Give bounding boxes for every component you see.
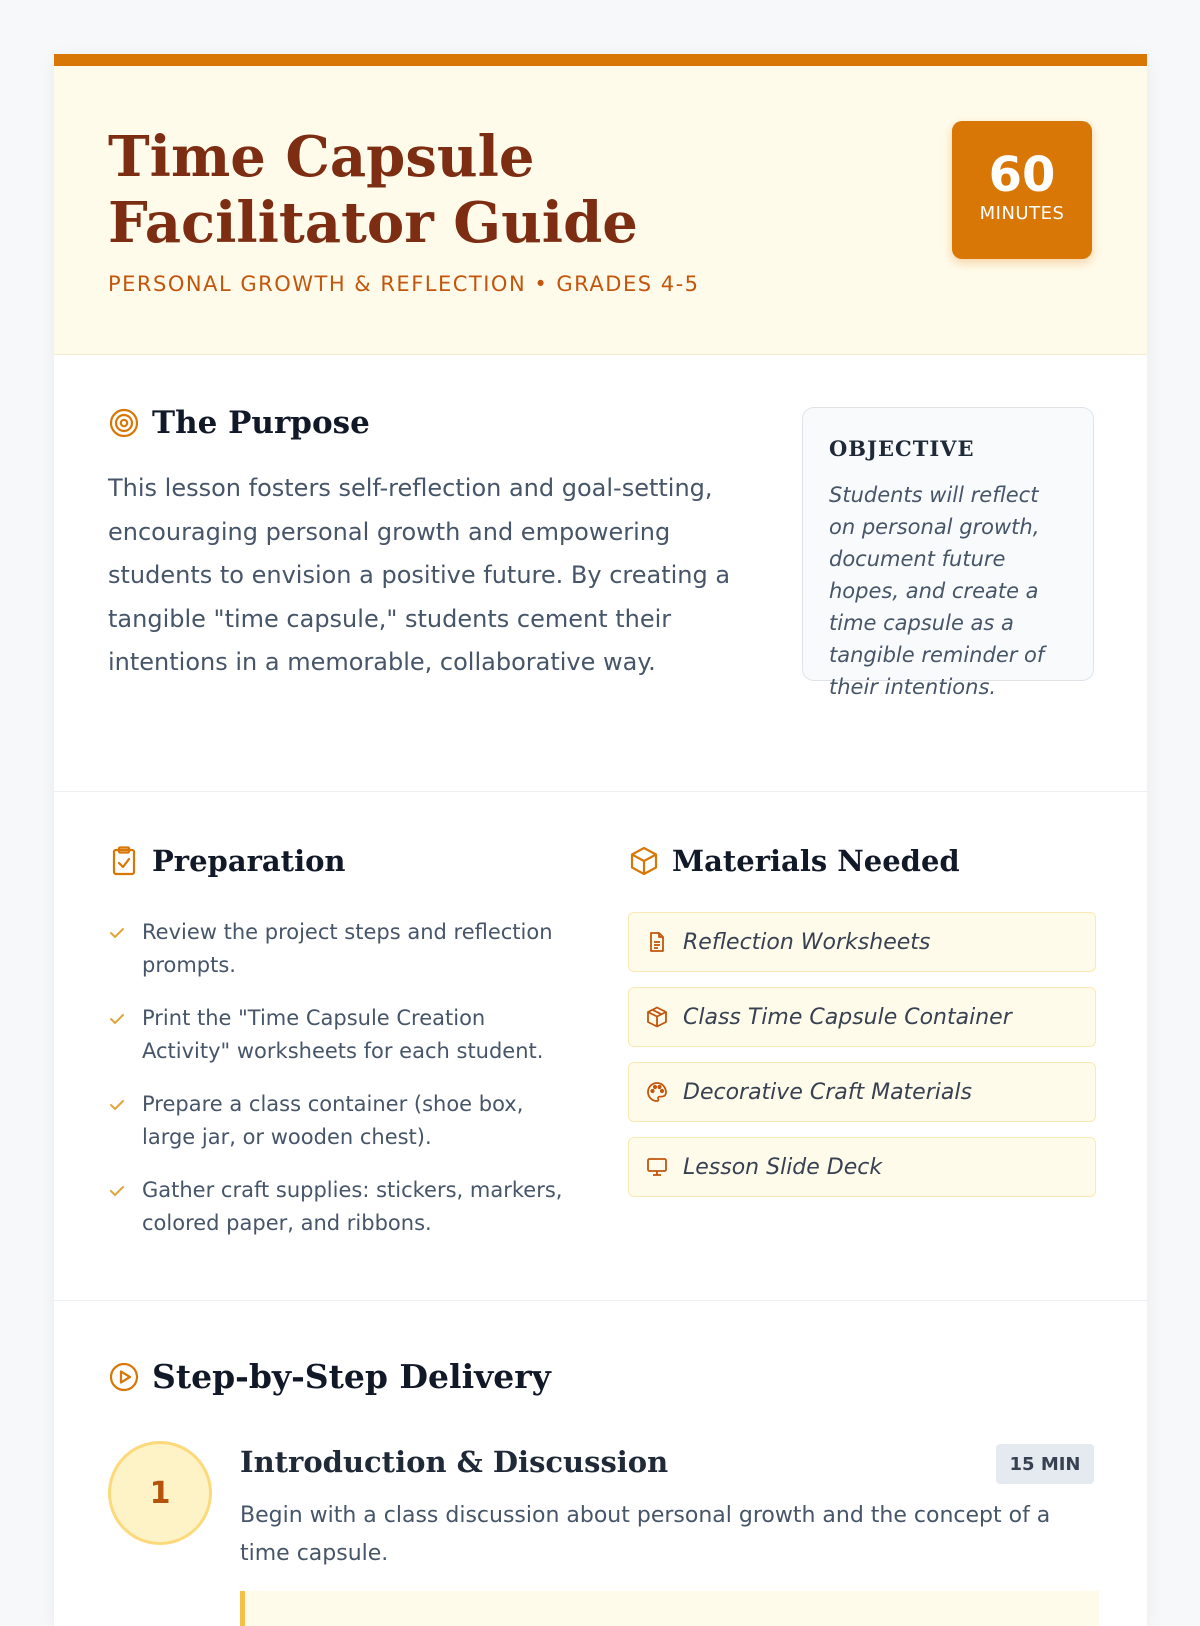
purpose-section (54, 355, 1147, 792)
material-label: Class Time Capsule Container (683, 1004, 1012, 1030)
list-item-text: Print the "Time Capsule Creation Activity" worksheets for each student. (142, 1006, 544, 1063)
checkmark-icon (108, 924, 126, 942)
materials-heading-label: Materials Needed (672, 844, 960, 878)
material-item (628, 1062, 1096, 1122)
list-item (108, 1174, 578, 1240)
steps-heading-label: Step-by-Step Delivery (152, 1357, 551, 1396)
materials-heading (628, 844, 960, 878)
list-item-text: Prepare a class container (shoe box, large jar, or wooden chest). (142, 1092, 524, 1149)
purpose-heading-label: The Purpose (152, 405, 370, 441)
preparation-heading-label: Preparation (152, 844, 346, 878)
step-time-badge: 15 MIN (996, 1444, 1094, 1484)
material-item (628, 1137, 1096, 1197)
duration-badge (952, 121, 1092, 259)
page-title: Time Capsule Facilitator Guide (108, 124, 638, 256)
box-icon (645, 1005, 669, 1029)
clipboard-check-icon (108, 845, 140, 877)
facilitator-guide-card (54, 54, 1147, 1626)
materials-list (628, 912, 1096, 1212)
step-title: Introduction & Discussion (240, 1445, 669, 1479)
preparation-heading (108, 844, 346, 878)
palette-icon (645, 1080, 669, 1104)
steps-section (54, 1301, 1147, 1626)
purpose-body: This lesson fosters self-reflection and goal-setting, encouraging personal growth and empowering students to envision a positive future. By creating a tangible "time capsule," students cement their intentions in a memorable, collaborative way. (108, 474, 731, 676)
material-item (628, 912, 1096, 972)
preparation-list (108, 916, 578, 1260)
box-icon (628, 845, 660, 877)
preparation-section (54, 792, 1147, 1301)
play-circle-icon (108, 1361, 140, 1393)
step-number-badge: 1 (108, 1441, 212, 1545)
duration-unit: MINUTES (979, 203, 1065, 224)
monitor-icon (645, 1155, 669, 1179)
objective-box (802, 407, 1094, 699)
duration-value: 60 (988, 147, 1056, 203)
objective-label: OBJECTIVE (829, 436, 975, 461)
steps-heading (108, 1357, 551, 1396)
step-note-box (240, 1591, 1099, 1626)
page-subtitle: PERSONAL GROWTH & REFLECTION • GRADES 4-5 (108, 272, 700, 296)
checkmark-icon (108, 1010, 126, 1028)
purpose-heading (108, 405, 370, 441)
material-label: Decorative Craft Materials (683, 1079, 972, 1105)
document-icon (645, 930, 669, 954)
list-item-text: Gather craft supplies: stickers, markers, colored paper, and ribbons. (142, 1178, 563, 1235)
objective-text: Students will reflect on personal growth, document future hopes, and create a time capsule as a tangible reminder of their intentions. (829, 483, 1045, 699)
list-item-text: Review the project steps and reflection prompts. (142, 920, 553, 977)
guide-header (54, 66, 1147, 355)
list-item (108, 1002, 578, 1068)
list-item (108, 1088, 578, 1154)
material-label: Reflection Worksheets (683, 929, 931, 955)
checkmark-icon (108, 1096, 126, 1114)
target-icon (108, 407, 140, 439)
checkmark-icon (108, 1182, 126, 1200)
material-label: Lesson Slide Deck (683, 1154, 883, 1180)
step-description: Begin with a class discussion about personal growth and the concept of a time capsule. (240, 1503, 1051, 1566)
material-item (628, 987, 1096, 1047)
list-item (108, 916, 578, 982)
